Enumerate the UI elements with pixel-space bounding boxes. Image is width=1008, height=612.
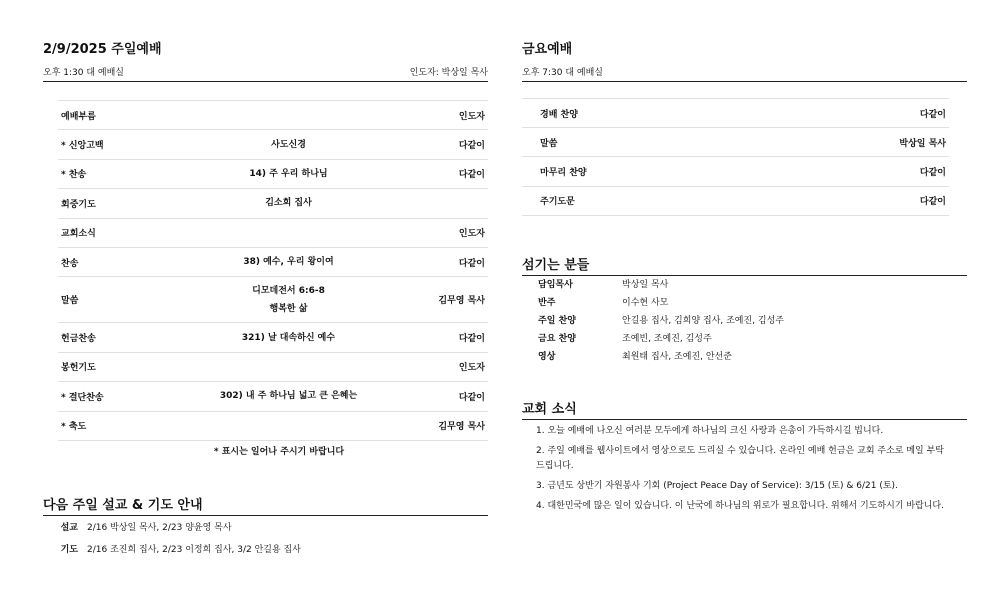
sermon-scripture: 디모데전서 6:6-8 xyxy=(252,285,325,296)
friday-title: 금요예배 xyxy=(522,42,573,57)
servant-role: 금요 찬양 xyxy=(538,333,576,344)
order-person: 인도자 xyxy=(402,218,488,247)
friday-item: 경배 찬양 xyxy=(522,99,722,128)
order-item: 말씀 xyxy=(58,277,175,323)
servant-names: 최원태 집사, 조예진, 안선준 xyxy=(622,351,732,362)
servants-list xyxy=(522,274,967,364)
friday-item: 말씀 xyxy=(522,128,722,157)
sunday-order-table xyxy=(58,100,488,441)
order-item: 교회소식 xyxy=(58,218,175,247)
order-item: 찬송 xyxy=(58,247,175,276)
order-item: * 축도 xyxy=(58,411,175,440)
next-week-label: 기도 xyxy=(60,544,78,555)
order-person: 김무영 목사 xyxy=(402,411,488,440)
table-row xyxy=(58,189,488,218)
sunday-leader: 인도자: 박상일 목사 xyxy=(409,68,488,78)
servant-names: 이수현 사모 xyxy=(622,297,669,308)
order-person: 다같이 xyxy=(402,323,488,352)
table-row xyxy=(522,128,949,157)
order-person: 다같이 xyxy=(402,247,488,276)
order-item: 헌금찬송 xyxy=(58,323,175,352)
next-week-title: 다음 주일 설교 & 기도 안내 xyxy=(43,494,488,516)
friday-item: 주기도문 xyxy=(522,186,722,215)
servant-role: 주일 찬양 xyxy=(538,315,576,326)
table-row xyxy=(58,352,488,381)
order-content xyxy=(175,352,403,381)
table-row xyxy=(58,159,488,188)
next-week-row-sermon xyxy=(43,517,488,535)
table-row xyxy=(58,130,488,159)
list-item xyxy=(522,346,967,364)
servant-names: 조예빈, 조예진, 김성주 xyxy=(622,333,712,344)
list-item: 2. 주일 예배를 웹사이트에서 영상으로도 드리실 수 있습니다. 온라인 예배 헌금은 교회 주소로 메일 부탁드립니다. xyxy=(536,446,944,471)
next-week-text: 2/16 조진희 집사, 2/23 이정희 집사, 3/2 안길용 집사 xyxy=(87,544,301,555)
order-item: * 찬송 xyxy=(58,159,175,188)
order-content: 321) 날 대속하신 예수 xyxy=(175,323,403,352)
order-item: 봉헌기도 xyxy=(58,352,175,381)
table-row xyxy=(58,101,488,130)
table-row xyxy=(58,277,488,323)
sunday-title: 2/9/2025 주일예배 xyxy=(43,42,162,57)
servants-title: 섬기는 분들 xyxy=(522,254,967,276)
order-person: 인도자 xyxy=(402,101,488,130)
order-person: 다같이 xyxy=(402,159,488,188)
order-content xyxy=(175,277,403,323)
list-item xyxy=(522,292,967,310)
table-row xyxy=(522,157,949,186)
news-list xyxy=(522,424,952,519)
friday-item: 마무리 찬양 xyxy=(522,157,722,186)
servant-names: 안길용 집사, 김희양 집사, 조예진, 김성주 xyxy=(622,315,784,326)
order-content: 김소희 집사 xyxy=(175,189,403,218)
next-week-list xyxy=(43,517,488,557)
table-row xyxy=(58,218,488,247)
servant-names: 박상일 목사 xyxy=(622,279,669,290)
friday-person: 다같이 xyxy=(722,157,949,186)
next-week-row-prayer xyxy=(43,539,488,557)
table-row xyxy=(522,99,949,128)
table-row xyxy=(58,411,488,440)
next-week-text: 2/16 박상일 목사, 2/23 양윤영 목사 xyxy=(87,522,232,533)
table-row xyxy=(58,247,488,276)
order-content: 사도신경 xyxy=(175,130,403,159)
order-item: 예배부름 xyxy=(58,101,175,130)
friday-time: 오후 7:30 대 예배실 xyxy=(522,68,603,78)
order-content: 14) 주 우리 하나님 xyxy=(175,159,403,188)
servant-role: 담임목사 xyxy=(538,279,573,290)
friday-person: 다같이 xyxy=(722,186,949,215)
order-content xyxy=(175,218,403,247)
sunday-subheader xyxy=(43,65,488,82)
friday-subheader xyxy=(522,65,967,82)
order-content: 38) 예수, 우리 왕이여 xyxy=(175,247,403,276)
friday-order-table xyxy=(522,98,949,216)
servant-role: 영상 xyxy=(538,351,556,362)
order-content: 302) 내 주 하나님 넓고 큰 은혜는 xyxy=(175,382,403,411)
list-item xyxy=(522,310,967,328)
list-item: 3. 금년도 상반기 자원봉사 기회 (Project Peace Day of Service): 3/15 (토) & 6/21 (토). xyxy=(536,481,898,491)
order-item: * 결단찬송 xyxy=(58,382,175,411)
list-item xyxy=(522,328,967,346)
order-content xyxy=(175,411,403,440)
list-item xyxy=(522,274,967,292)
order-item: * 신앙고백 xyxy=(58,130,175,159)
table-row xyxy=(522,186,949,215)
order-item: 회중기도 xyxy=(58,189,175,218)
news-title: 교회 소식 xyxy=(522,398,967,420)
order-person: 다같이 xyxy=(402,130,488,159)
servant-role: 반주 xyxy=(538,297,556,308)
list-item: 4. 대한민국에 많은 일이 있습니다. 이 난국에 하나님의 위로가 필요합니다. 위해서 기도하시기 바랍니다. xyxy=(536,501,944,511)
friday-person: 박상일 목사 xyxy=(722,128,949,157)
list-item: 1. 오늘 예배에 나오신 여러분 모두에게 하나님의 크신 사랑과 은총이 가득하시길 빕니다. xyxy=(536,426,884,436)
table-row xyxy=(58,323,488,352)
order-person: 다같이 xyxy=(402,382,488,411)
order-person xyxy=(402,189,488,218)
standing-note: * 표시는 일어나 주시기 바랍니다 xyxy=(213,447,345,457)
next-week-label: 설교 xyxy=(60,522,78,533)
order-person: 김무영 목사 xyxy=(402,277,488,323)
order-person: 인도자 xyxy=(402,352,488,381)
friday-person: 다같이 xyxy=(722,99,949,128)
table-row xyxy=(58,382,488,411)
sermon-title: 행복한 삶 xyxy=(269,303,308,314)
order-content xyxy=(175,101,403,130)
sunday-time: 오후 1:30 대 예배실 xyxy=(43,68,124,78)
